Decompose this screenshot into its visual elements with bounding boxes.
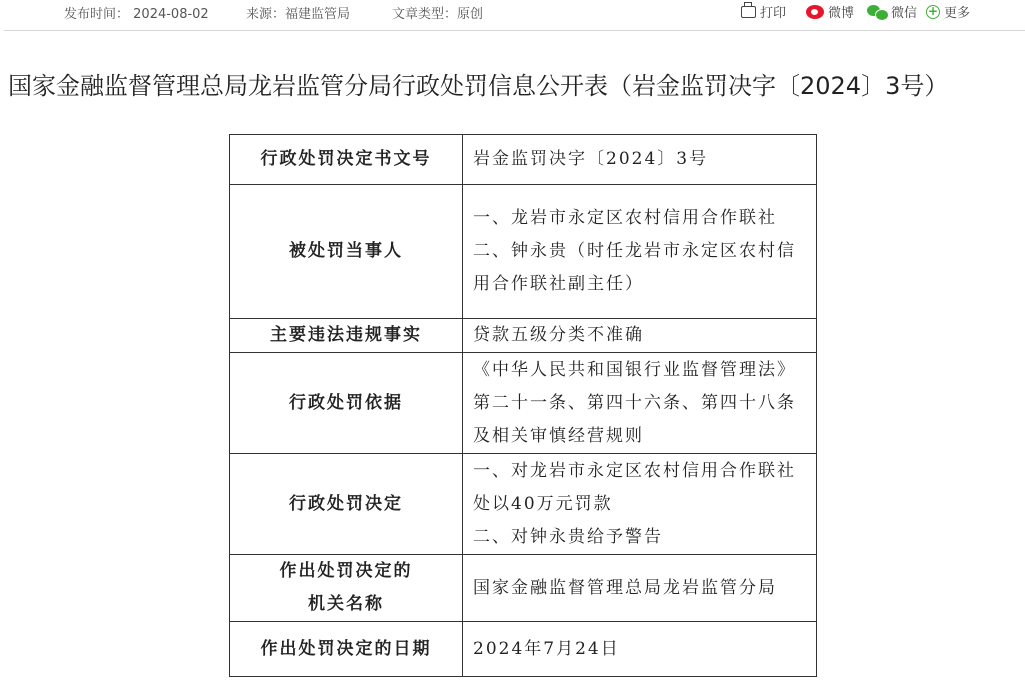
- row-value: [463, 185, 817, 319]
- row-label: [230, 622, 463, 677]
- weibo-label: 微博: [828, 6, 855, 21]
- row-value-line: 二、钟永贵（时任龙岩市永定区农村信用合作联社副主任）: [473, 241, 796, 294]
- row-value: [463, 622, 817, 677]
- table-row: [230, 135, 817, 185]
- share-weibo-button[interactable]: [806, 2, 854, 21]
- row-value: [463, 454, 817, 555]
- row-value-line: 岩金监罚决字〔2024〕3号: [473, 149, 709, 169]
- row-value: [463, 353, 817, 454]
- row-label: [230, 555, 463, 622]
- weibo-icon: [806, 5, 824, 19]
- table-row: [230, 622, 817, 677]
- row-value: [463, 135, 817, 185]
- header-divider: [4, 30, 1025, 31]
- row-label: [230, 135, 463, 185]
- share-wechat-button[interactable]: [867, 2, 917, 21]
- penalty-info-table: [229, 134, 817, 677]
- row-value-line: 2024年7月24日: [473, 638, 620, 659]
- publish-time: 发布时间： 2024-08-02: [64, 7, 209, 22]
- row-label-line: 被处罚当事人: [289, 241, 403, 261]
- page-title: 国家金融监督管理总局龙岩监管分局行政处罚信息公开表（岩金监罚决字〔2024〕3号）: [8, 72, 949, 100]
- table-row: [230, 353, 817, 454]
- row-label: [230, 319, 463, 353]
- row-label-line: 作出处罚决定的日期: [260, 638, 432, 659]
- row-value-line: 一、龙岩市永定区农村信用合作联社: [473, 208, 777, 228]
- row-label-line: 行政处罚依据: [289, 392, 403, 413]
- printer-icon: [741, 6, 756, 18]
- table-row: [230, 555, 817, 622]
- plus-circle-icon: +: [927, 3, 939, 18]
- row-label-line: 机关名称: [308, 594, 384, 614]
- row-label: [230, 185, 463, 319]
- table-row: [230, 454, 817, 555]
- table-row: [230, 319, 817, 353]
- article-type: 文章类型：原创: [392, 7, 484, 22]
- row-value-line: 贷款五级分类不准确: [473, 325, 644, 345]
- row-value-line: 《中华人民共和国银行业监督管理法》第二十一条、第四十六条、第四十八条及相关审慎经营规则: [473, 359, 796, 446]
- more-label: 更多: [944, 6, 971, 21]
- share-more-button[interactable]: [926, 2, 970, 21]
- row-label-line: 行政处罚决定书文号: [260, 149, 432, 169]
- row-value: [463, 319, 817, 353]
- row-value-line: 国家金融监督管理总局龙岩监管分局: [473, 577, 777, 598]
- row-label: [230, 353, 463, 454]
- row-label-line: 作出处罚决定的: [279, 561, 413, 581]
- row-value-line: 一、对龙岩市永定区农村信用合作联社处以40万元罚款: [473, 460, 796, 514]
- source: 来源：福建监管局: [246, 7, 351, 22]
- table-row: [230, 185, 817, 319]
- row-label-line: 主要违法违规事实: [270, 325, 422, 345]
- row-value-line: 二、对钟永贵给予警告: [473, 526, 663, 547]
- print-label: 打印: [760, 6, 787, 21]
- row-value: [463, 555, 817, 622]
- print-button[interactable]: [741, 2, 786, 21]
- row-label-line: 行政处罚决定: [289, 493, 403, 514]
- article-meta-bar: [0, 0, 1025, 24]
- wechat-label: 微信: [891, 6, 918, 21]
- wechat-icon: [867, 5, 887, 19]
- row-label: [230, 454, 463, 555]
